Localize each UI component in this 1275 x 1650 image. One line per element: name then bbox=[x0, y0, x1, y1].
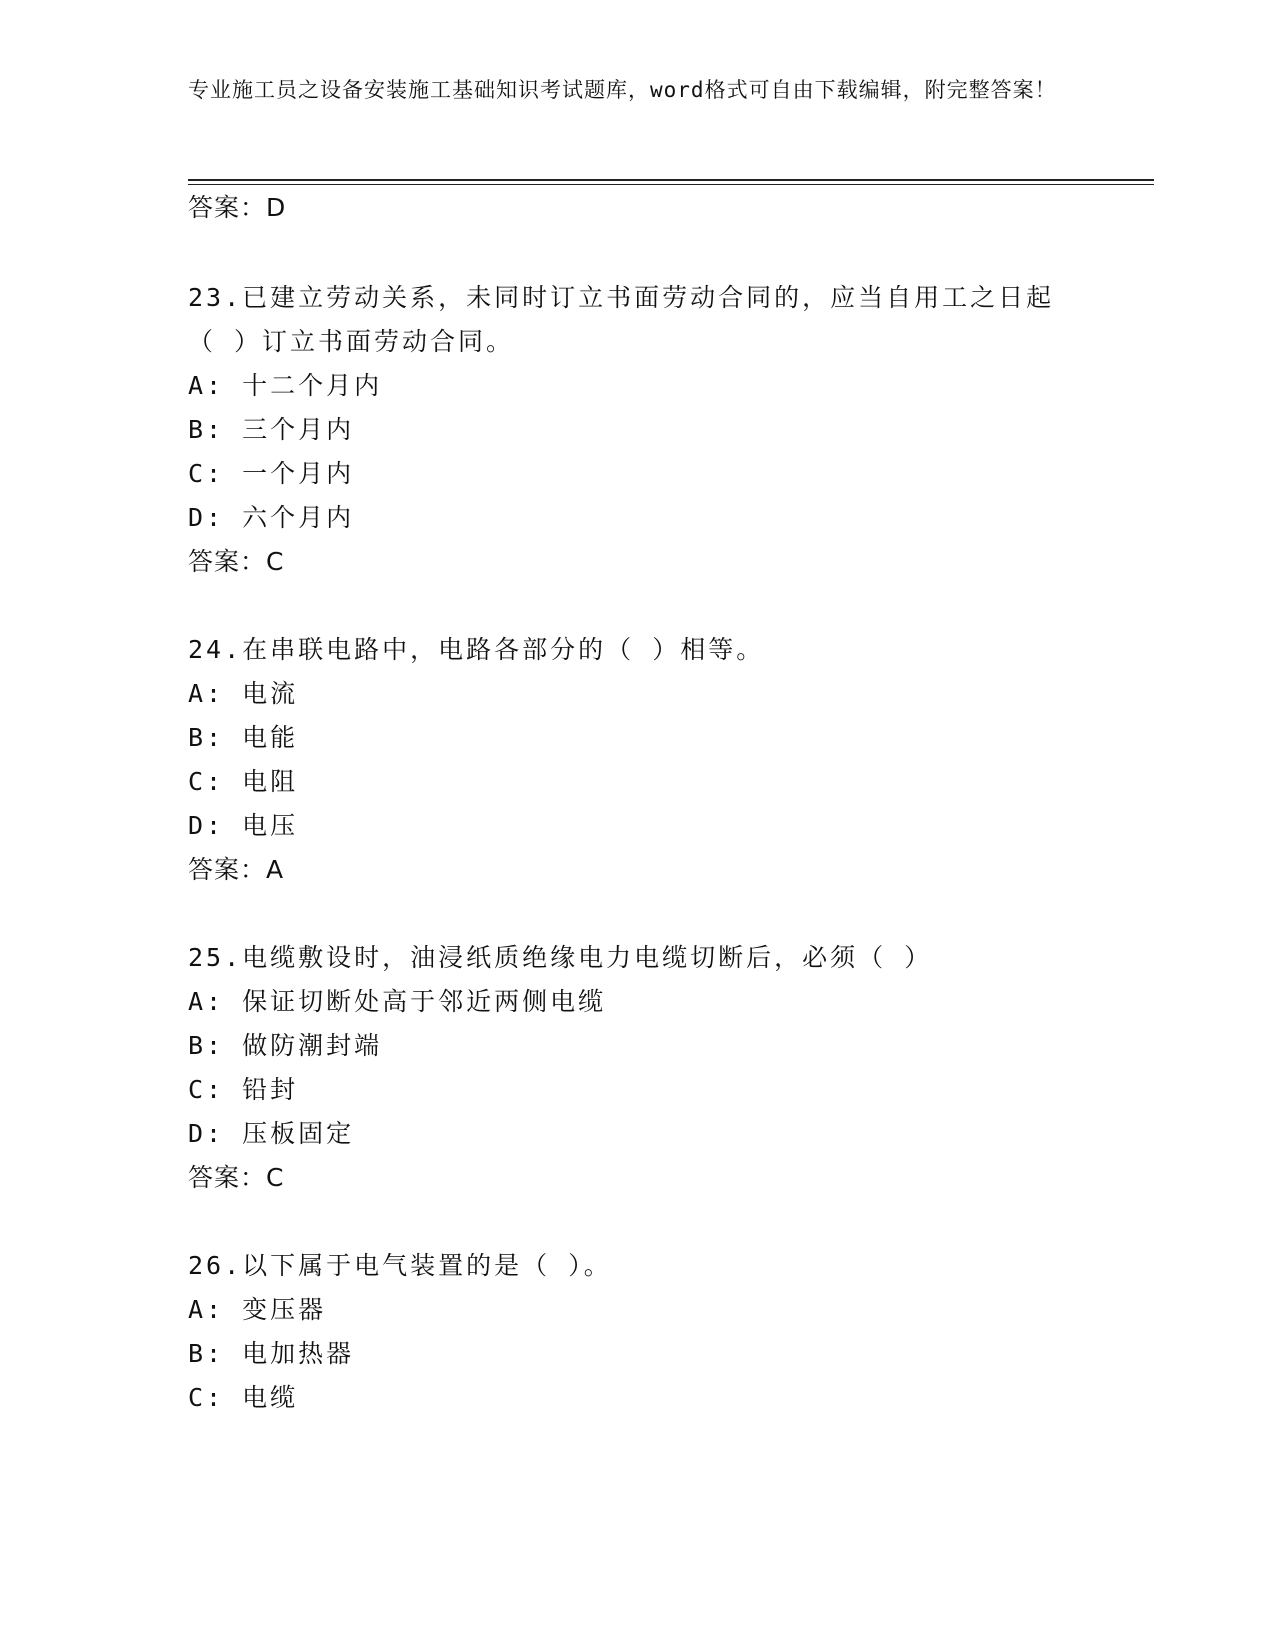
question-23-option-a: A: 十二个月内 bbox=[188, 371, 383, 400]
question-26-stem: 26.以下属于电气装置的是（ ）。 bbox=[188, 1251, 612, 1280]
header-rule-thick bbox=[188, 179, 1154, 181]
header-rule-thin bbox=[188, 184, 1154, 185]
question-25-option-d: D: 压板固定 bbox=[188, 1119, 355, 1148]
question-23-stem-line2: （ ）订立书面劳动合同。 bbox=[188, 327, 515, 356]
question-24-option-c: C: 电阻 bbox=[188, 767, 299, 796]
question-26-option-b: B: 电加热器 bbox=[188, 1339, 355, 1368]
question-24-option-b: B: 电能 bbox=[188, 723, 299, 752]
previous-answer: 答案：D bbox=[188, 193, 287, 222]
question-23-option-c: C: 一个月内 bbox=[188, 459, 355, 488]
question-26-option-a: A: 变压器 bbox=[188, 1295, 327, 1324]
question-24-answer: 答案：A bbox=[188, 855, 285, 884]
question-23-stem-line1: 23.已建立劳动关系，未同时订立书面劳动合同的，应当自用工之日起 bbox=[188, 283, 1055, 312]
question-23-option-b: B: 三个月内 bbox=[188, 415, 355, 444]
question-25-option-a: A: 保证切断处高于邻近两侧电缆 bbox=[188, 987, 607, 1016]
question-24-option-d: D: 电压 bbox=[188, 811, 299, 840]
question-23-answer: 答案：C bbox=[188, 547, 285, 576]
question-26-option-c: C: 电缆 bbox=[188, 1383, 299, 1412]
question-25-stem: 25.电缆敷设时，油浸纸质绝缘电力电缆切断后，必须（ ） bbox=[188, 943, 933, 972]
question-25-option-c: C: 铅封 bbox=[188, 1075, 299, 1104]
question-23-option-d: D: 六个月内 bbox=[188, 503, 355, 532]
question-25-option-b: B: 做防潮封端 bbox=[188, 1031, 383, 1060]
question-25-answer: 答案：C bbox=[188, 1163, 285, 1192]
question-24-stem: 24.在串联电路中，电路各部分的（ ）相等。 bbox=[188, 635, 765, 664]
document-header: 专业施工员之设备安装施工基础知识考试题库，word格式可自由下载编辑，附完整答案！ bbox=[188, 78, 1057, 102]
question-24-option-a: A: 电流 bbox=[188, 679, 299, 708]
